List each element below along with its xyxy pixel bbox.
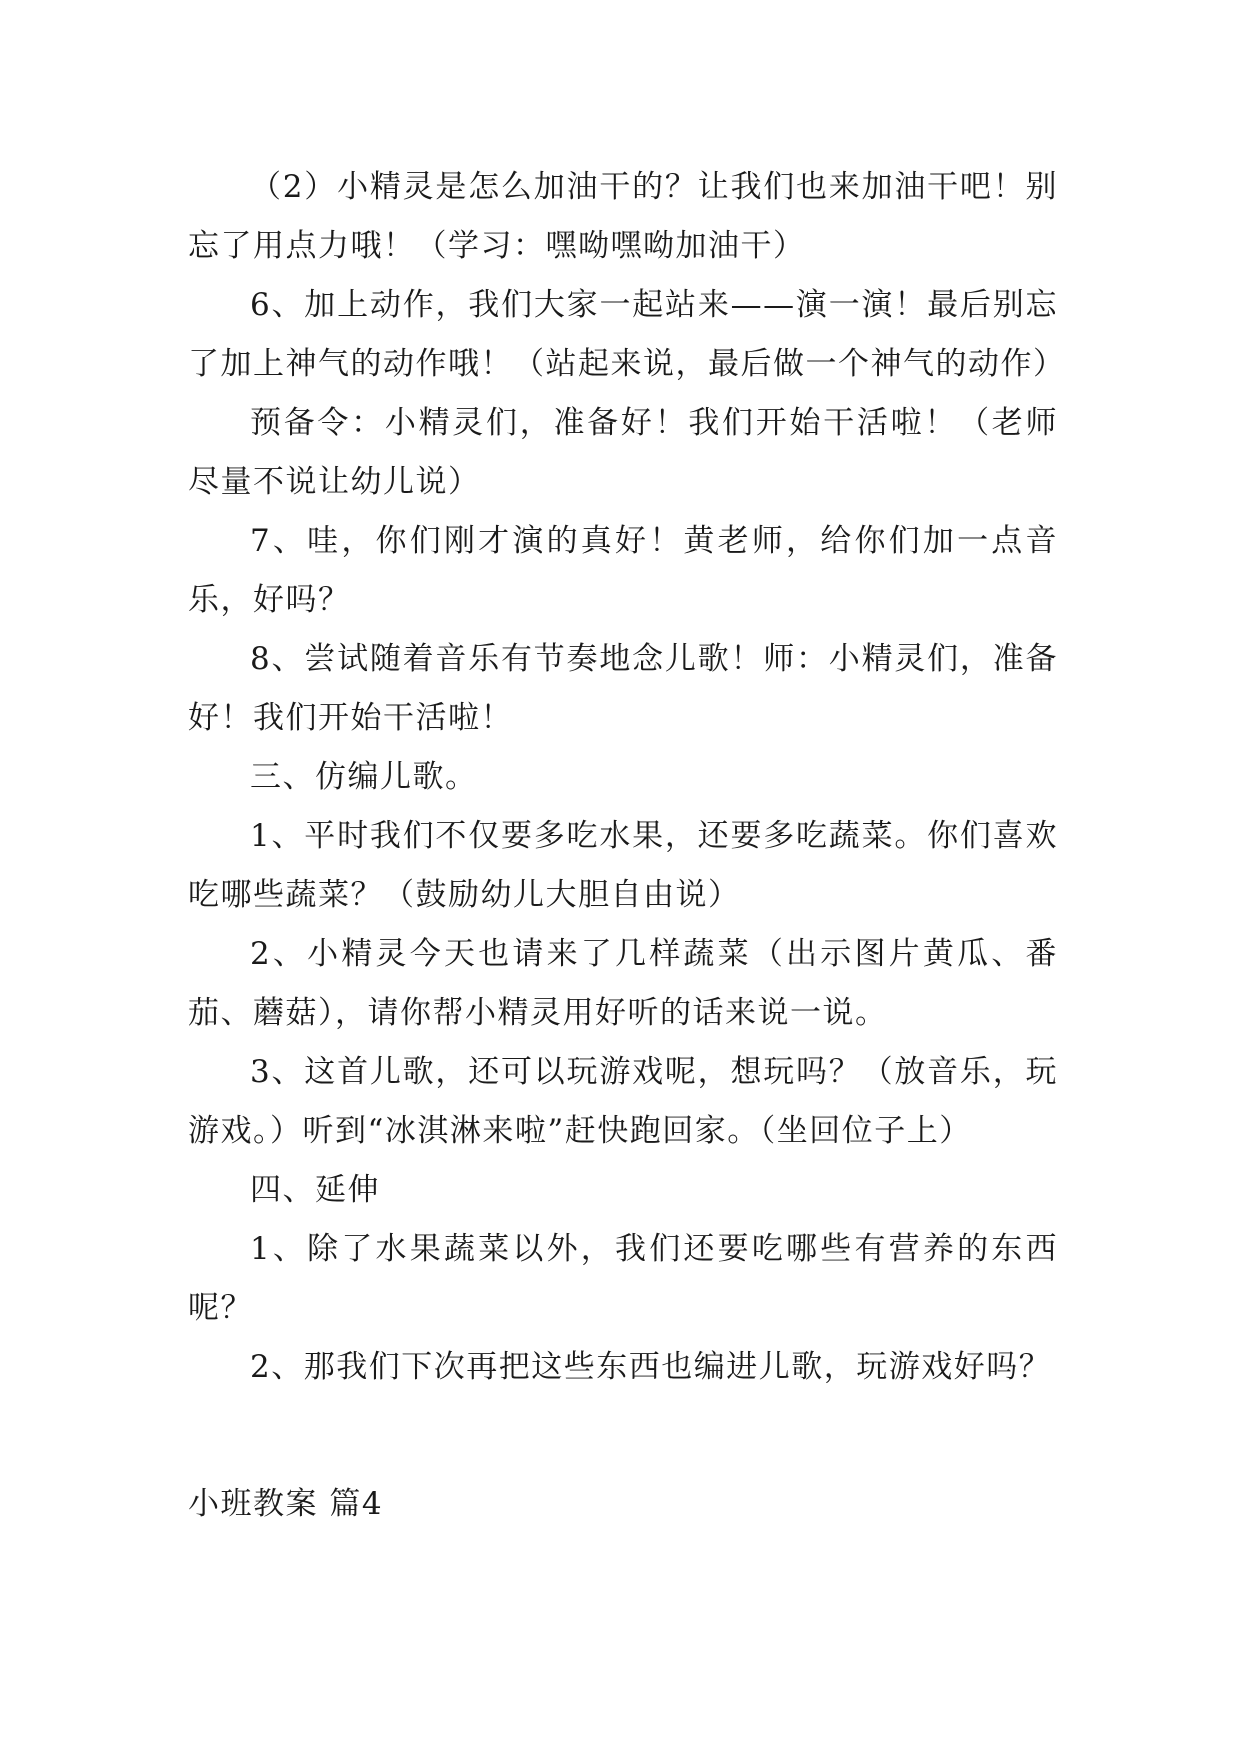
paragraph: 1、除了水果蔬菜以外，我们还要吃哪些有营养的东西呢？	[188, 1231, 1058, 1326]
paragraph: （2）小精灵是怎么加油干的？让我们也来加油干吧！别忘了用点力哦！（学习：嘿呦嘿呦加油干）	[188, 169, 1058, 264]
section-title: 四、延伸	[250, 1172, 380, 1208]
paragraph: 2、那我们下次再把这些东西也编进儿歌，玩游戏好吗？	[250, 1349, 1052, 1385]
paragraph: 1、平时我们不仅要多吃水果，还要多吃蔬菜。你们喜欢吃哪些蔬菜？（鼓励幼儿大胆自由说）	[188, 818, 1058, 913]
paragraph: 3、这首儿歌，还可以玩游戏呢，想玩吗？（放音乐，玩游戏。）听到“冰淇淋来啦”赶快跑回家。（坐回位子上）	[188, 1054, 1058, 1149]
paragraph: 2、小精灵今天也请来了几样蔬菜（出示图片黄瓜、番茄、蘑菇），请你帮小精灵用好听的话来说一说。	[188, 936, 1058, 1031]
paragraph: 6、加上动作，我们大家一起站来——演一演！最后别忘了加上神气的动作哦！（站起来说，最后做一个神气的动作）	[188, 287, 1066, 382]
document-body	[188, 158, 1066, 1397]
paragraph: 8、尝试随着音乐有节奏地念儿歌！师：小精灵们，准备好！我们开始干活啦！	[188, 641, 1058, 736]
paragraph: 预备令：小精灵们，准备好！我们开始干活啦！（老师尽量不说让幼儿说）	[188, 405, 1058, 500]
section-title: 三、仿编儿歌。	[250, 759, 478, 795]
section-heading: 小班教案 篇4	[188, 1486, 384, 1522]
paragraph: 7、哇，你们刚才演的真好！黄老师，给你们加一点音乐，好吗？	[188, 523, 1058, 618]
